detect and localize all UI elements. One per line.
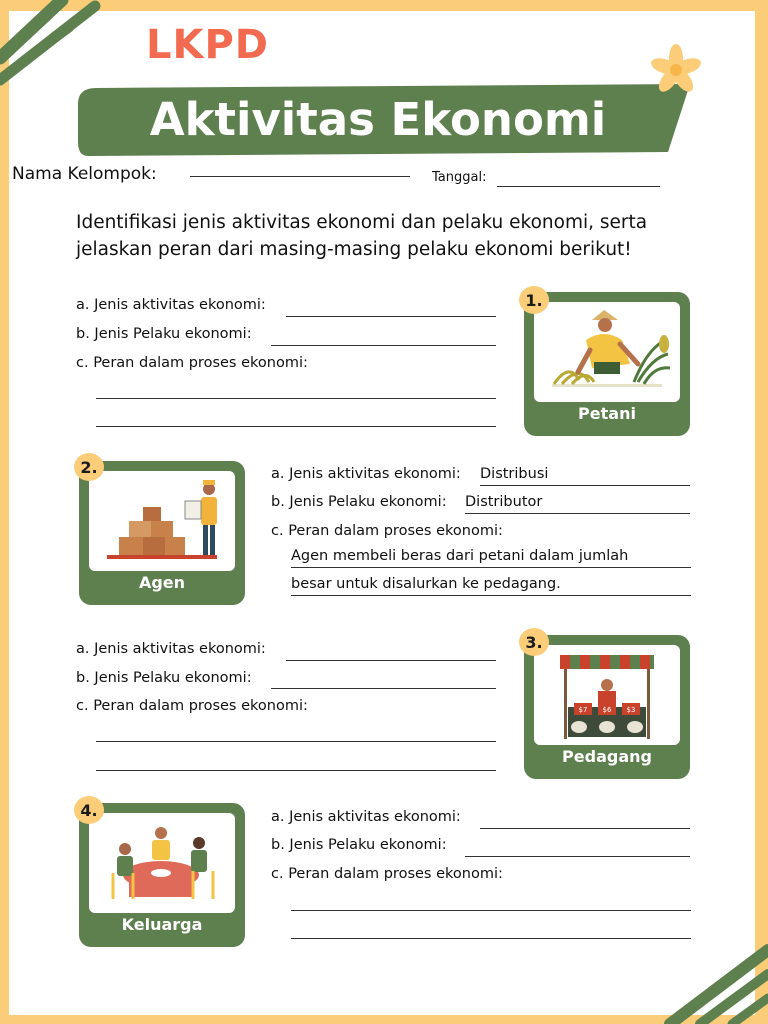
q4-role-label: c. Peran dalam proses ekonomi:	[271, 866, 503, 882]
q2-role-answer-2: besar untuk disalurkan ke pedagang.	[291, 576, 561, 592]
q3-role-field-2[interactable]	[96, 770, 496, 771]
stall-price-tag: $3	[626, 706, 636, 714]
date-label: Tanggal:	[432, 170, 487, 185]
card-caption: Pedagang	[562, 747, 652, 766]
family-dinner-icon	[89, 813, 235, 913]
q3-actor-field[interactable]	[271, 688, 496, 689]
q2-activity-field[interactable]	[480, 485, 690, 486]
group-name-field[interactable]	[190, 176, 410, 177]
date-field[interactable]	[497, 186, 660, 187]
q2-actor-answer: Distributor	[465, 494, 543, 510]
q2-activity-answer: Distribusi	[480, 466, 549, 482]
card-keluarga	[79, 803, 245, 947]
card-caption: Keluarga	[121, 915, 203, 934]
lkpd-heading: LKPD	[146, 22, 270, 68]
q3-activity-label: a. Jenis aktivitas ekonomi:	[76, 641, 266, 657]
group-name-label: Nama Kelompok:	[12, 164, 157, 184]
page-title: Aktivitas Ekonomi	[149, 92, 607, 146]
q2-activity-label: a. Jenis aktivitas ekonomi:	[271, 466, 461, 482]
q2-role-answer-1: Agen membeli beras dari petani dalam jumlah	[291, 548, 629, 564]
stall-price-tag: $6	[602, 706, 612, 714]
q4-activity-label: a. Jenis aktivitas ekonomi:	[271, 809, 461, 825]
q3-role-label: c. Peran dalam proses ekonomi:	[76, 698, 308, 714]
stall-price-tag: $7	[578, 706, 588, 714]
card-number-badge: 2.	[74, 453, 104, 481]
q1-activity-label: a. Jenis aktivitas ekonomi:	[76, 297, 266, 313]
farmer-icon	[534, 302, 680, 402]
q1-actor-field[interactable]	[271, 345, 496, 346]
card-image-frame	[89, 813, 235, 913]
flower-icon	[646, 42, 706, 98]
q2-actor-field[interactable]	[465, 513, 690, 514]
brush-stroke-top-left	[0, 0, 120, 90]
q4-actor-label: b. Jenis Pelaku ekonomi:	[271, 837, 447, 853]
card-image-frame	[534, 645, 680, 745]
instruction-text: Identifikasi jenis aktivitas ekonomi dan pelaku ekonomi, serta jelaskan peran dari masing-masing pelaku ekonomi berikut!	[76, 212, 648, 260]
q3-activity-field[interactable]	[286, 660, 496, 661]
card-image-frame	[534, 302, 680, 402]
q3-actor-label: b. Jenis Pelaku ekonomi:	[76, 670, 252, 686]
q3-role-field-1[interactable]	[96, 741, 496, 742]
card-agen	[79, 461, 245, 605]
q2-role-field-2[interactable]	[291, 595, 691, 596]
q1-actor-label: b. Jenis Pelaku ekonomi:	[76, 326, 252, 342]
card-number-badge: 1.	[519, 286, 549, 314]
market-stall-icon	[534, 645, 680, 745]
q2-role-label: c. Peran dalam proses ekonomi:	[271, 523, 503, 539]
q1-role-field-1[interactable]	[96, 398, 496, 399]
brush-stroke-bottom-right	[660, 940, 768, 1024]
card-caption: Agen	[138, 573, 186, 592]
card-pedagang	[524, 635, 690, 779]
q4-role-field-2[interactable]	[291, 938, 691, 939]
q1-role-label: c. Peran dalam proses ekonomi:	[76, 355, 308, 371]
q2-role-field-1[interactable]	[291, 567, 691, 568]
q4-role-field-1[interactable]	[291, 910, 691, 911]
card-number-badge: 4.	[74, 796, 104, 824]
q4-activity-field[interactable]	[480, 828, 690, 829]
q4-actor-field[interactable]	[465, 856, 690, 857]
warehouse-worker-icon	[89, 471, 235, 571]
q1-activity-field[interactable]	[286, 316, 496, 317]
card-petani	[524, 292, 690, 436]
card-image-frame	[89, 471, 235, 571]
card-caption: Petani	[578, 404, 636, 423]
q2-actor-label: b. Jenis Pelaku ekonomi:	[271, 494, 447, 510]
card-number-badge: 3.	[519, 628, 549, 656]
q1-role-field-2[interactable]	[96, 426, 496, 427]
